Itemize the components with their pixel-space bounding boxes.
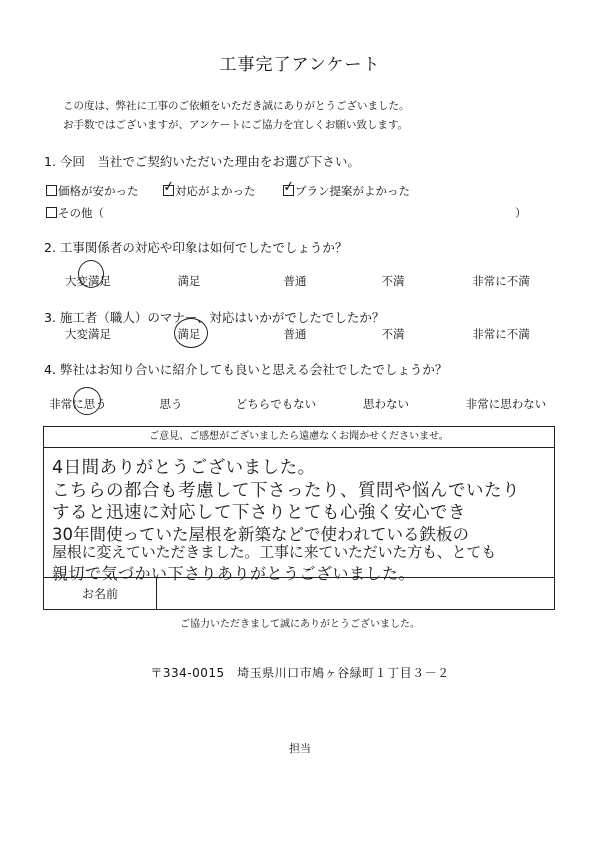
- q4-rating-disagree[interactable]: 思わない: [363, 397, 409, 411]
- q3-selected-circle: [174, 318, 208, 348]
- option-response[interactable]: [161, 178, 256, 199]
- q4-selected-circle: [73, 387, 101, 415]
- q3-rating-satisfied[interactable]: 満足: [177, 327, 201, 341]
- q3-rating-neutral[interactable]: 普通: [283, 327, 307, 341]
- checkbox-plan[interactable]: [281, 178, 296, 196]
- comment-line-2: こちらの都合も考慮して下さったり、質問や悩んでいたり: [52, 481, 520, 501]
- q2-rating-neutral[interactable]: 普通: [283, 274, 307, 288]
- q4-rating-strongly-disagree[interactable]: 非常に思わない: [465, 397, 547, 411]
- comment-box: [43, 426, 555, 610]
- option-price[interactable]: [46, 183, 139, 199]
- q4-rating-strongly-agree[interactable]: 非常に思う: [49, 397, 107, 411]
- option-other-label: その他（: [58, 206, 104, 220]
- name-row: [44, 577, 554, 610]
- thanks-message: ご協力いただきまして誠にありがとうございました。: [180, 619, 420, 630]
- check-mark-icon: ✓: [161, 178, 176, 196]
- page-title: 工事完了アンケート: [219, 55, 381, 75]
- option-plan-label: プラン提案がよかった: [295, 184, 410, 198]
- q2-rating-very-satisfied[interactable]: 大変満足: [65, 274, 111, 288]
- comment-line-4: 30年間使っていた屋根を新築などで使われている鉄板の: [52, 525, 469, 544]
- q4-rating-neutral[interactable]: どちらでもない: [235, 397, 317, 411]
- q4-rating-agree[interactable]: 思う: [159, 397, 183, 411]
- option-other-close: ）: [515, 206, 527, 220]
- question-2: 2. 工事関係者の対応や印象は如何でしたでしょうか？: [44, 240, 348, 255]
- comment-header: ご意見、ご感想がございましたら遠慮なくお聞かせくださいませ。: [44, 427, 554, 448]
- comment-line-3: すると迅速に対応して下さりとても心強く安心でき: [52, 503, 466, 523]
- q3-rating-very-dissatisfied[interactable]: 非常に不満: [472, 327, 530, 341]
- q2-rating-very-dissatisfied[interactable]: 非常に不満: [472, 274, 530, 288]
- option-response-label: 対応がよかった: [175, 184, 256, 198]
- comment-line-6: 親切で気づかい下さりありがとうございました。: [52, 564, 416, 583]
- name-label: お名前: [44, 578, 157, 610]
- checkbox-other[interactable]: [46, 207, 57, 218]
- q3-rating-dissatisfied[interactable]: 不満: [381, 327, 405, 341]
- checkbox-response[interactable]: [161, 178, 176, 196]
- q2-rating-satisfied[interactable]: 満足: [177, 274, 201, 288]
- question-1: 1. 今回 当社でご契約いただいた理由をお選び下さい。: [44, 154, 360, 169]
- name-field[interactable]: [157, 578, 554, 610]
- check-mark-icon: ✓: [281, 178, 296, 196]
- comment-line-1: 4日間ありがとうございました。: [52, 458, 316, 478]
- checkbox-price[interactable]: [46, 185, 57, 196]
- question-3: 3. 施工者（職人）のマナー、対応はいかがでしたでしたか？: [44, 310, 385, 325]
- intro-line-2: お手数ではございますが、アンケートにご協力を宜しくお願い致します。: [63, 119, 409, 131]
- q2-selected-circle: [78, 260, 104, 288]
- q2-rating-dissatisfied[interactable]: 不満: [381, 274, 405, 288]
- option-price-label: 価格が安かった: [58, 184, 139, 198]
- comment-line-5: 屋根に変えていただきました。工事に来ていただいた方も、とても: [52, 543, 497, 561]
- option-other[interactable]: [46, 205, 104, 221]
- staff-label: 担当: [289, 742, 311, 755]
- question-4: 4. 弊社はお知り合いに紹介しても良いと思える会社でしたでしょうか？: [44, 362, 448, 377]
- q3-rating-very-satisfied[interactable]: 大変満足: [65, 327, 111, 341]
- company-address: 〒334-0015 埼玉県川口市鳩ヶ谷緑町１丁目３－２: [150, 666, 450, 680]
- intro-line-1: この度は、弊社に工事のご依頼をいただき誠にありがとうございました。: [63, 100, 410, 112]
- option-plan[interactable]: [281, 178, 410, 199]
